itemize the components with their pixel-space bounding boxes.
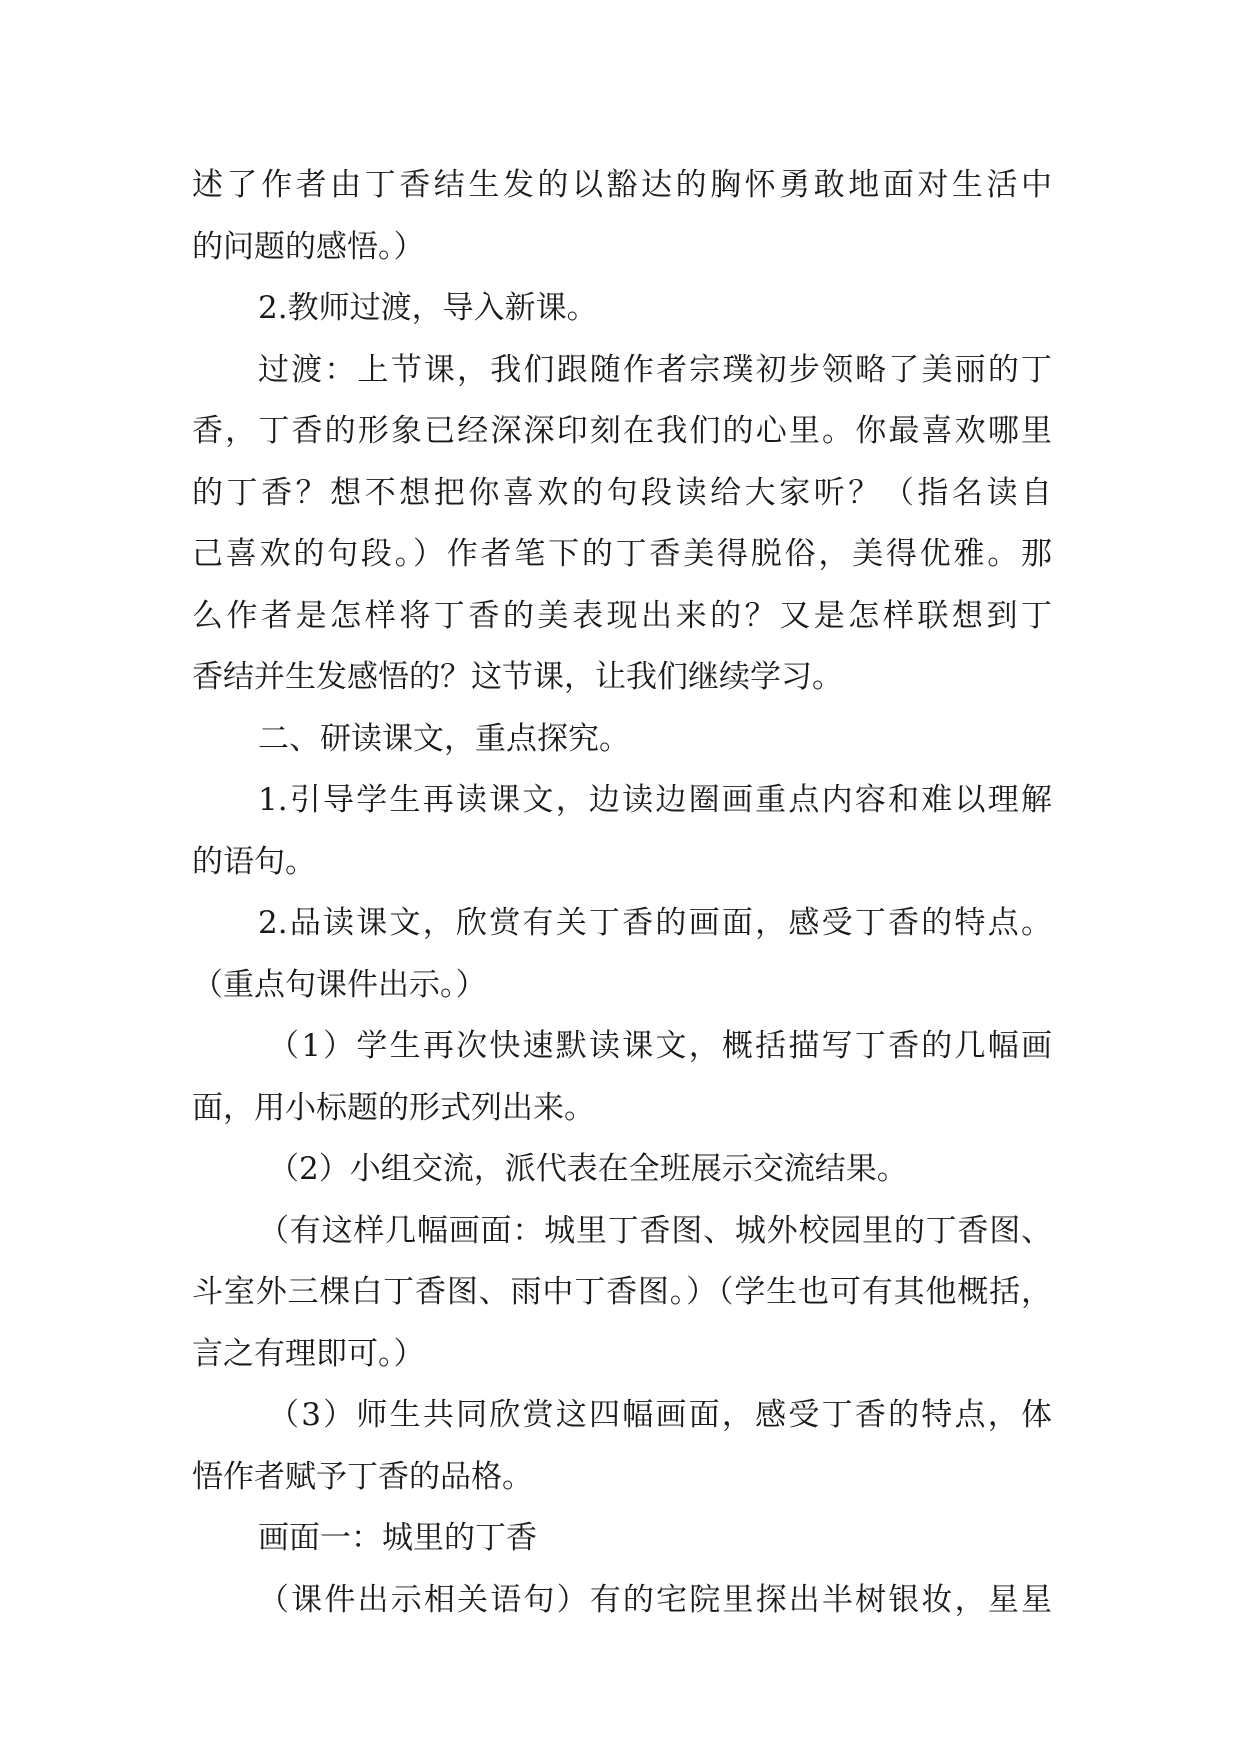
text-line: 2.教师过渡，导入新课。 bbox=[258, 290, 598, 326]
document-body bbox=[192, 155, 1052, 1631]
text-line: 面，用小标题的形式列出来。 bbox=[192, 1089, 595, 1126]
text-line: 画面一：城里的丁香 bbox=[258, 1520, 537, 1556]
text-line: 香，丁香的形象已经深深印刻在我们的心里。你最喜欢哪里 bbox=[192, 413, 1052, 449]
text-line: 过渡：上节课，我们跟随作者宗璞初步领略了美丽的丁 bbox=[258, 351, 1052, 388]
text-line: 悟作者赋予丁香的品格。 bbox=[192, 1458, 533, 1495]
text-line: （1）学生再次快速默读课文，概括描写丁香的几幅画 bbox=[268, 1028, 1052, 1064]
text-line: 的语句。 bbox=[192, 843, 316, 880]
text-line: （3）师生共同欣赏这四幅画面，感受丁香的特点，体 bbox=[268, 1397, 1052, 1433]
text-line: 1.引导学生再读课文，边读边圈画重点内容和难以理解 bbox=[258, 782, 1052, 818]
text-line: 言之有理即可。） bbox=[192, 1335, 425, 1372]
text-line: （有这样几幅画面：城里丁香图、城外校园里的丁香图、 bbox=[258, 1212, 1052, 1249]
text-line: （2）小组交流，派代表在全班展示交流结果。 bbox=[268, 1151, 908, 1187]
text-line: 斗室外三棵白丁香图、雨中丁香图。）（学生也可有其他概括， bbox=[192, 1274, 1052, 1310]
text-line: 己喜欢的句段。）作者笔下的丁香美得脱俗，美得优雅。那 bbox=[192, 536, 1052, 572]
text-line: （课件出示相关语句）有的宅院里探出半树银妆，星星 bbox=[258, 1581, 1052, 1618]
text-line: 的丁香？想不想把你喜欢的句段读给大家听？（指名读自 bbox=[192, 474, 1052, 511]
text-line: 述了作者由丁香结生发的以豁达的胸怀勇敢地面对生活中 bbox=[192, 167, 1052, 203]
text-line: 2.品读课文，欣赏有关丁香的画面，感受丁香的特点。 bbox=[258, 905, 1052, 941]
text-line: 么作者是怎样将丁香的美表现出来的？又是怎样联想到丁 bbox=[192, 597, 1052, 634]
text-line: 的问题的感悟。） bbox=[192, 228, 425, 265]
text-line: （重点句课件出示。） bbox=[192, 966, 487, 1003]
text-line: 二、研读课文，重点探究。 bbox=[258, 720, 630, 757]
text-line: 香结并生发感悟的？这节课，让我们继续学习。 bbox=[192, 659, 843, 695]
